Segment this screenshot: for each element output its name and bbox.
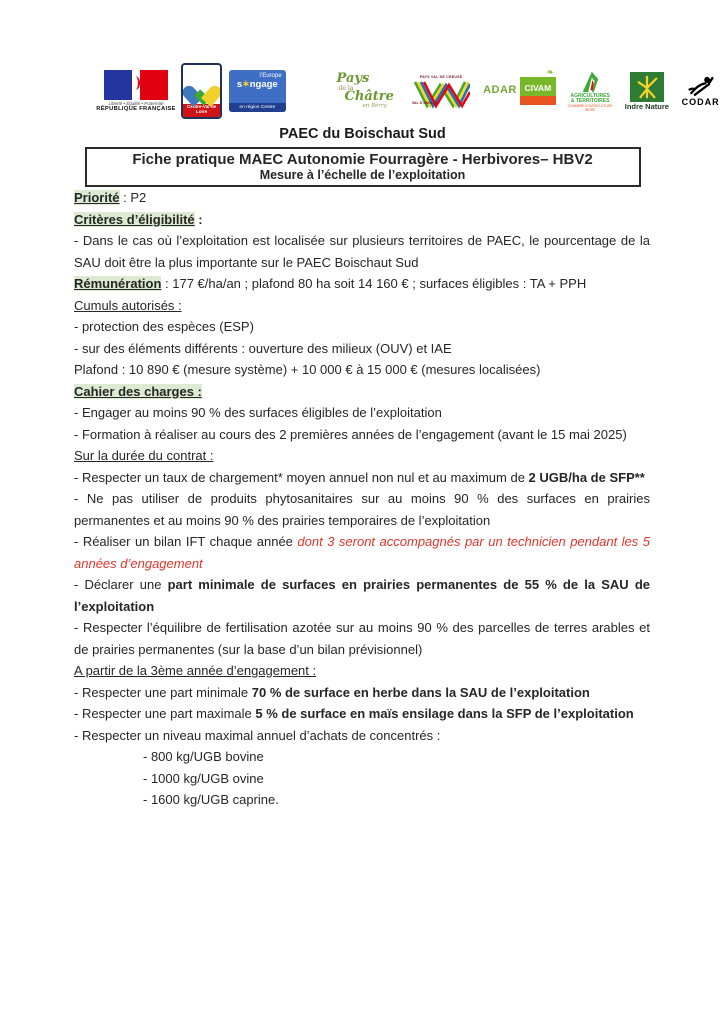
republique-name: RÉPUBLIQUE FRANÇAISE (96, 106, 176, 113)
duree-item-fertilisation: - Respecter l’équilibre de fertilisation azotée sur au moins 90 % des parcelles de terres arables et de prairies permanentes (sur la base d’un bilan prévisionnel) (74, 620, 650, 657)
duree-item-phyto: - Ne pas utiliser de produits phytosanitaires sur au moins 90 % des surfaces en prairies permanentes et au moins 90 % des prairies temporaires de l’exploitation (74, 491, 650, 528)
duree-item-prairies: - Déclarer une part minimale de surfaces en prairies permanentes de 55 % de la SAU de l’exploitation (74, 577, 650, 614)
cumuls-item: - protection des espèces (ESP) (74, 319, 254, 334)
logo-centre-val-de-loire (181, 63, 222, 119)
priorite-label: Priorité (74, 190, 120, 205)
concentres-sub-item: - 1600 kg/UGB caprine. (143, 792, 279, 807)
duree-heading: Sur la durée du contrat : (74, 448, 214, 463)
annee3-item-herbe: - Respecter une part minimale 70 % de surface en herbe dans la SAU de l’exploitation (74, 684, 590, 700)
republique-motto: Liberté • Égalité • Fraternité (108, 100, 164, 106)
dancer-icon (634, 74, 660, 100)
title-box (85, 147, 641, 187)
priorite-line: Priorité : P2 (74, 190, 147, 205)
duree-item-ift: - Réaliser un bilan IFT chaque année dont 3 seront accompagnés par un technicien pendant les 5 années d’engagement (74, 534, 650, 571)
annee3-item-concentres: - Respecter un niveau maximal annuel d’achats de concentrés : (74, 727, 441, 743)
goat-icon (686, 75, 716, 97)
logo-indre-nature: Indre Nature (624, 72, 669, 111)
logo-pays-de-la-chatre: Pays de la Châtre en Berry (336, 71, 394, 109)
heart-icon (189, 78, 215, 102)
box-title: Fiche pratique MAEC Autonomie Fourragère - Herbivores– HBV2 (132, 151, 593, 168)
logo-europe-sengage (229, 70, 286, 112)
logo-chambre-agriculture: AGRICULTURES & TERRITOIRES CHAMBRE D’AGRICULTURE INDRE (563, 70, 618, 113)
chambre-bird-icon (579, 70, 601, 94)
remuneration-label: Rémunération (74, 276, 162, 291)
ift-red-note: dont 3 seront accompagnés par un technicien pendant les 5 années d’engagement (74, 534, 650, 571)
criteres-heading: Critères d’éligibilité : (74, 211, 203, 227)
cumuls-item: - sur des éléments différents : ouverture des milieux (OUV) et IAE (74, 340, 452, 356)
page-title: PAEC du Boischaut Sud (279, 126, 446, 142)
annee3-heading: A partir de la 3ème année d’engagement : (74, 663, 317, 678)
europe-line3: en région Centre (229, 103, 286, 112)
star-icon: ✶ (242, 79, 250, 90)
europe-line1: l’Europe (259, 73, 282, 79)
criteres-body: - Dans le cas où l’exploitation est localisée sur plusieurs territoires de PAEC, le pourcentage de la SAU doit être la plus importante sur le PAEC Boischaut Sud (74, 233, 650, 270)
region-name: Centre-Val de Loire (183, 104, 220, 117)
cahier-item: - Formation à réaliser au cours des 2 premières années de l’engagement (avant le 15 mai 2025) (74, 426, 627, 442)
cumuls-heading: Cumuls autorisés : (74, 297, 182, 313)
plafond-line: Plafond : 10 890 € (mesure système) + 10 000 € à 15 000 € (mesures localisées) (74, 362, 541, 377)
box-subtitle: Mesure à l’échelle de l’exploitation (259, 168, 466, 182)
logo-pays-val-de-creuse: PAYS VAL DE CREUSE VAL D’ANGLIN (412, 76, 476, 106)
logo-codar: CODAR (676, 75, 725, 107)
duree-item-chargement: - Respecter un taux de chargement* moyen annuel non nul et au maximum de 2 UGB/ha de SFP** (74, 469, 645, 485)
cahier-heading: Cahier des charges : (74, 383, 202, 399)
logo-row (0, 62, 725, 120)
document-body (0, 187, 725, 811)
logo-republique-francaise (98, 70, 174, 113)
annee3-item-mais: - Respecter une part maximale 5 % de surface en maïs ensilage dans la SFP de l’exploitation (74, 706, 634, 721)
leaf-icon: ❧ (546, 67, 554, 78)
french-flag-icon (104, 70, 168, 100)
remuneration-line: Rémunération : 177 €/ha/an ; plafond 80 ha soit 14 160 € ; surfaces éligibles : TA + PPH (74, 276, 587, 291)
concentres-sub-item: - 800 kg/UGB bovine (143, 749, 264, 764)
logo-adar-civam: ADAR ❧ CIVAM (483, 77, 556, 105)
europe-line2: s✶ngage (236, 79, 278, 91)
cahier-item: - Engager au moins 90 % des surfaces éligibles de l’exploitation (74, 405, 442, 420)
concentres-sub-item: - 1000 kg/UGB ovine (143, 770, 264, 786)
